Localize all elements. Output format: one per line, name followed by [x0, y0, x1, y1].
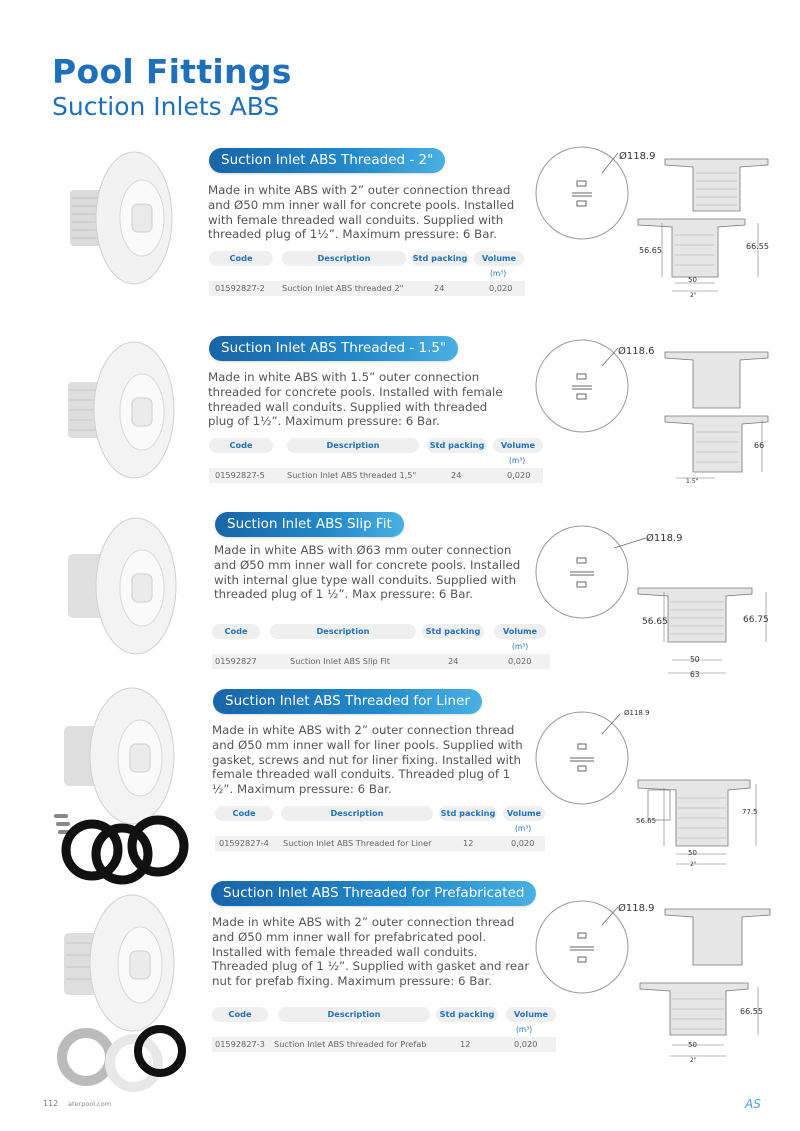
cell-description: Suction Inlet ABS threaded 1,5" — [287, 470, 417, 480]
cell-volume: 0,020 — [507, 470, 531, 480]
page-subtitle: Suction Inlets ABS — [52, 92, 280, 121]
dim-height-1: 56.65 — [636, 817, 657, 825]
spec-table — [215, 806, 545, 852]
product-photo-icon — [50, 686, 190, 886]
dim-diameter: Ø118.9 — [646, 533, 683, 544]
dim-width-1: 50 — [688, 1041, 697, 1049]
dim-width-1: 50 — [688, 849, 697, 857]
website-link[interactable]: aterpool.com — [68, 1100, 112, 1108]
technical-drawing — [530, 522, 780, 682]
product-photo-icon — [56, 516, 180, 656]
cell-packing: 12 — [463, 838, 474, 848]
header-code: Code — [212, 624, 260, 639]
cell-volume: 0,020 — [489, 283, 513, 293]
header-code: Code — [209, 251, 273, 266]
dim-diameter: Ø118.9 — [618, 903, 655, 914]
dim-diameter: Ø118.6 — [618, 346, 655, 357]
product-description: Made in white ABS with Ø63 mm outer connection and Ø50 mm inner wall for concrete pools. Installed with internal glue type wall conduits. Supplied with threaded plug of 1 ½”. Max pressure: 6 Bar. — [214, 543, 521, 602]
header-volume: Volume — [503, 806, 545, 821]
dim-width-1: 50 — [690, 655, 700, 664]
cell-description: Suction Inlet ABS threaded 2" — [282, 283, 404, 293]
header-volume: Volume — [506, 1007, 556, 1022]
cell-description: Suction Inlet ABS Threaded for Liner — [283, 838, 432, 848]
cell-code: 01592827-5 — [215, 470, 265, 480]
product-description: Made in white ABS with 2” outer connection thread and Ø50 mm inner wall for concrete pools. Installed with female threaded wall conduits. Supplied with threaded plug of 1½”. Maximum pressure: 6 Bar. — [208, 183, 515, 242]
product-title: Suction Inlet ABS Threaded - 2" — [209, 148, 445, 173]
volume-unit: (m³) — [490, 269, 507, 278]
header-volume: Volume — [493, 438, 543, 453]
technical-drawing — [530, 145, 780, 305]
dim-width-2: 2" — [690, 861, 697, 868]
product-title: Suction Inlet ABS Slip Fit — [215, 512, 404, 537]
cell-code: 01592827-3 — [215, 1039, 265, 1049]
cell-description: Suction Inlet ABS threaded for Prefab — [274, 1039, 427, 1049]
volume-unit: (m³) — [509, 456, 526, 465]
header-description: Description — [287, 438, 419, 453]
dim-height-1: 56.65 — [639, 246, 662, 255]
product-description: Made in white ABS with 1.5” outer connection threaded for concrete pools. Installed with female threaded wall conduits. Supplied with threaded plug of 1½”. Maximum pressure: 6 Bar. — [208, 370, 503, 429]
cell-volume: 0,020 — [508, 656, 532, 666]
header-std-packing: Std packing — [422, 624, 484, 639]
header-code: Code — [215, 806, 273, 821]
dim-diameter: Ø118.9 — [619, 151, 656, 162]
header-volume: Volume — [474, 251, 524, 266]
cell-description: Suction Inlet ABS Slip Fit — [290, 656, 390, 666]
header-code: Code — [212, 1007, 268, 1022]
technical-drawing — [530, 338, 780, 488]
brand-logo-icon — [744, 1094, 764, 1112]
header-description: Description — [278, 1007, 430, 1022]
product-title: Suction Inlet ABS Threaded for Liner — [213, 689, 482, 714]
spec-table — [209, 438, 543, 484]
header-std-packing: Std packing — [436, 1007, 498, 1022]
product-title: Suction Inlet ABS Threaded - 1.5" — [209, 336, 458, 361]
product-description: Made in white ABS with 2” outer connection thread and Ø50 mm inner wall for liner pools. Supplied with gasket, screws and nut for liner fixing. Installed with female threaded wall conduits. Threaded plug of 1 ½”. Maximum pressure: 6 Bar. — [212, 723, 523, 797]
volume-unit: (m³) — [512, 642, 529, 651]
product-title: Suction Inlet ABS Threaded for Prefabricated — [211, 881, 536, 906]
header-volume: Volume — [494, 624, 546, 639]
dim-width-2: 2" — [690, 292, 697, 299]
header-description: Description — [281, 806, 433, 821]
page-title: Pool Fittings — [52, 52, 292, 91]
header-std-packing: Std packing — [439, 806, 497, 821]
volume-unit: (m³) — [515, 824, 532, 833]
dim-height-2: 66.55 — [746, 242, 769, 251]
product-photo-icon — [54, 340, 178, 480]
page-number: 112 — [43, 1099, 59, 1108]
cell-volume: 0,020 — [511, 838, 535, 848]
spec-table — [212, 624, 550, 670]
dim-height-2: 66.75 — [743, 615, 769, 625]
header-std-packing: Std packing — [411, 251, 469, 266]
cell-code: 01592827-2 — [215, 283, 265, 293]
cell-code: 01592827-4 — [219, 838, 269, 848]
cell-volume: 0,020 — [514, 1039, 538, 1049]
dim-width-1: 50 — [688, 276, 697, 284]
header-description: Description — [270, 624, 416, 639]
volume-unit: (m³) — [516, 1025, 533, 1034]
product-photo-icon — [50, 893, 192, 1093]
cell-packing: 24 — [451, 470, 462, 480]
spec-table — [212, 1007, 556, 1053]
dim-width: 1.5" — [686, 478, 699, 485]
header-code: Code — [209, 438, 273, 453]
dim-height-1: 56.65 — [642, 617, 668, 627]
technical-drawing — [530, 895, 780, 1075]
dim-height: 66.55 — [740, 1007, 763, 1016]
cell-packing: 24 — [434, 283, 445, 293]
product-photo-icon — [56, 148, 176, 288]
spec-table — [209, 251, 525, 297]
header-description: Description — [282, 251, 406, 266]
product-description: Made in white ABS with 2” outer connection thread and Ø50 mm inner wall for prefabricated pool. Installed with female threaded wall conduits. Threaded plug of 1 ½”. Supplied with gasket and rear nut for prefab fixing. Maximum pressure: 6 Bar. — [212, 915, 530, 989]
brand-logo-text: AS — [745, 1097, 761, 1111]
header-std-packing: Std packing — [427, 438, 487, 453]
cell-packing: 12 — [460, 1039, 471, 1049]
dim-diameter: Ø118.9 — [624, 709, 650, 717]
dim-width-2: 2" — [690, 1057, 697, 1064]
dim-height: 66 — [754, 441, 765, 450]
cell-code: 01592827 — [215, 656, 257, 666]
technical-drawing — [530, 704, 780, 874]
dim-height-2: 77.5 — [742, 808, 758, 816]
dim-width-2: 63 — [690, 670, 700, 679]
cell-packing: 24 — [448, 656, 459, 666]
